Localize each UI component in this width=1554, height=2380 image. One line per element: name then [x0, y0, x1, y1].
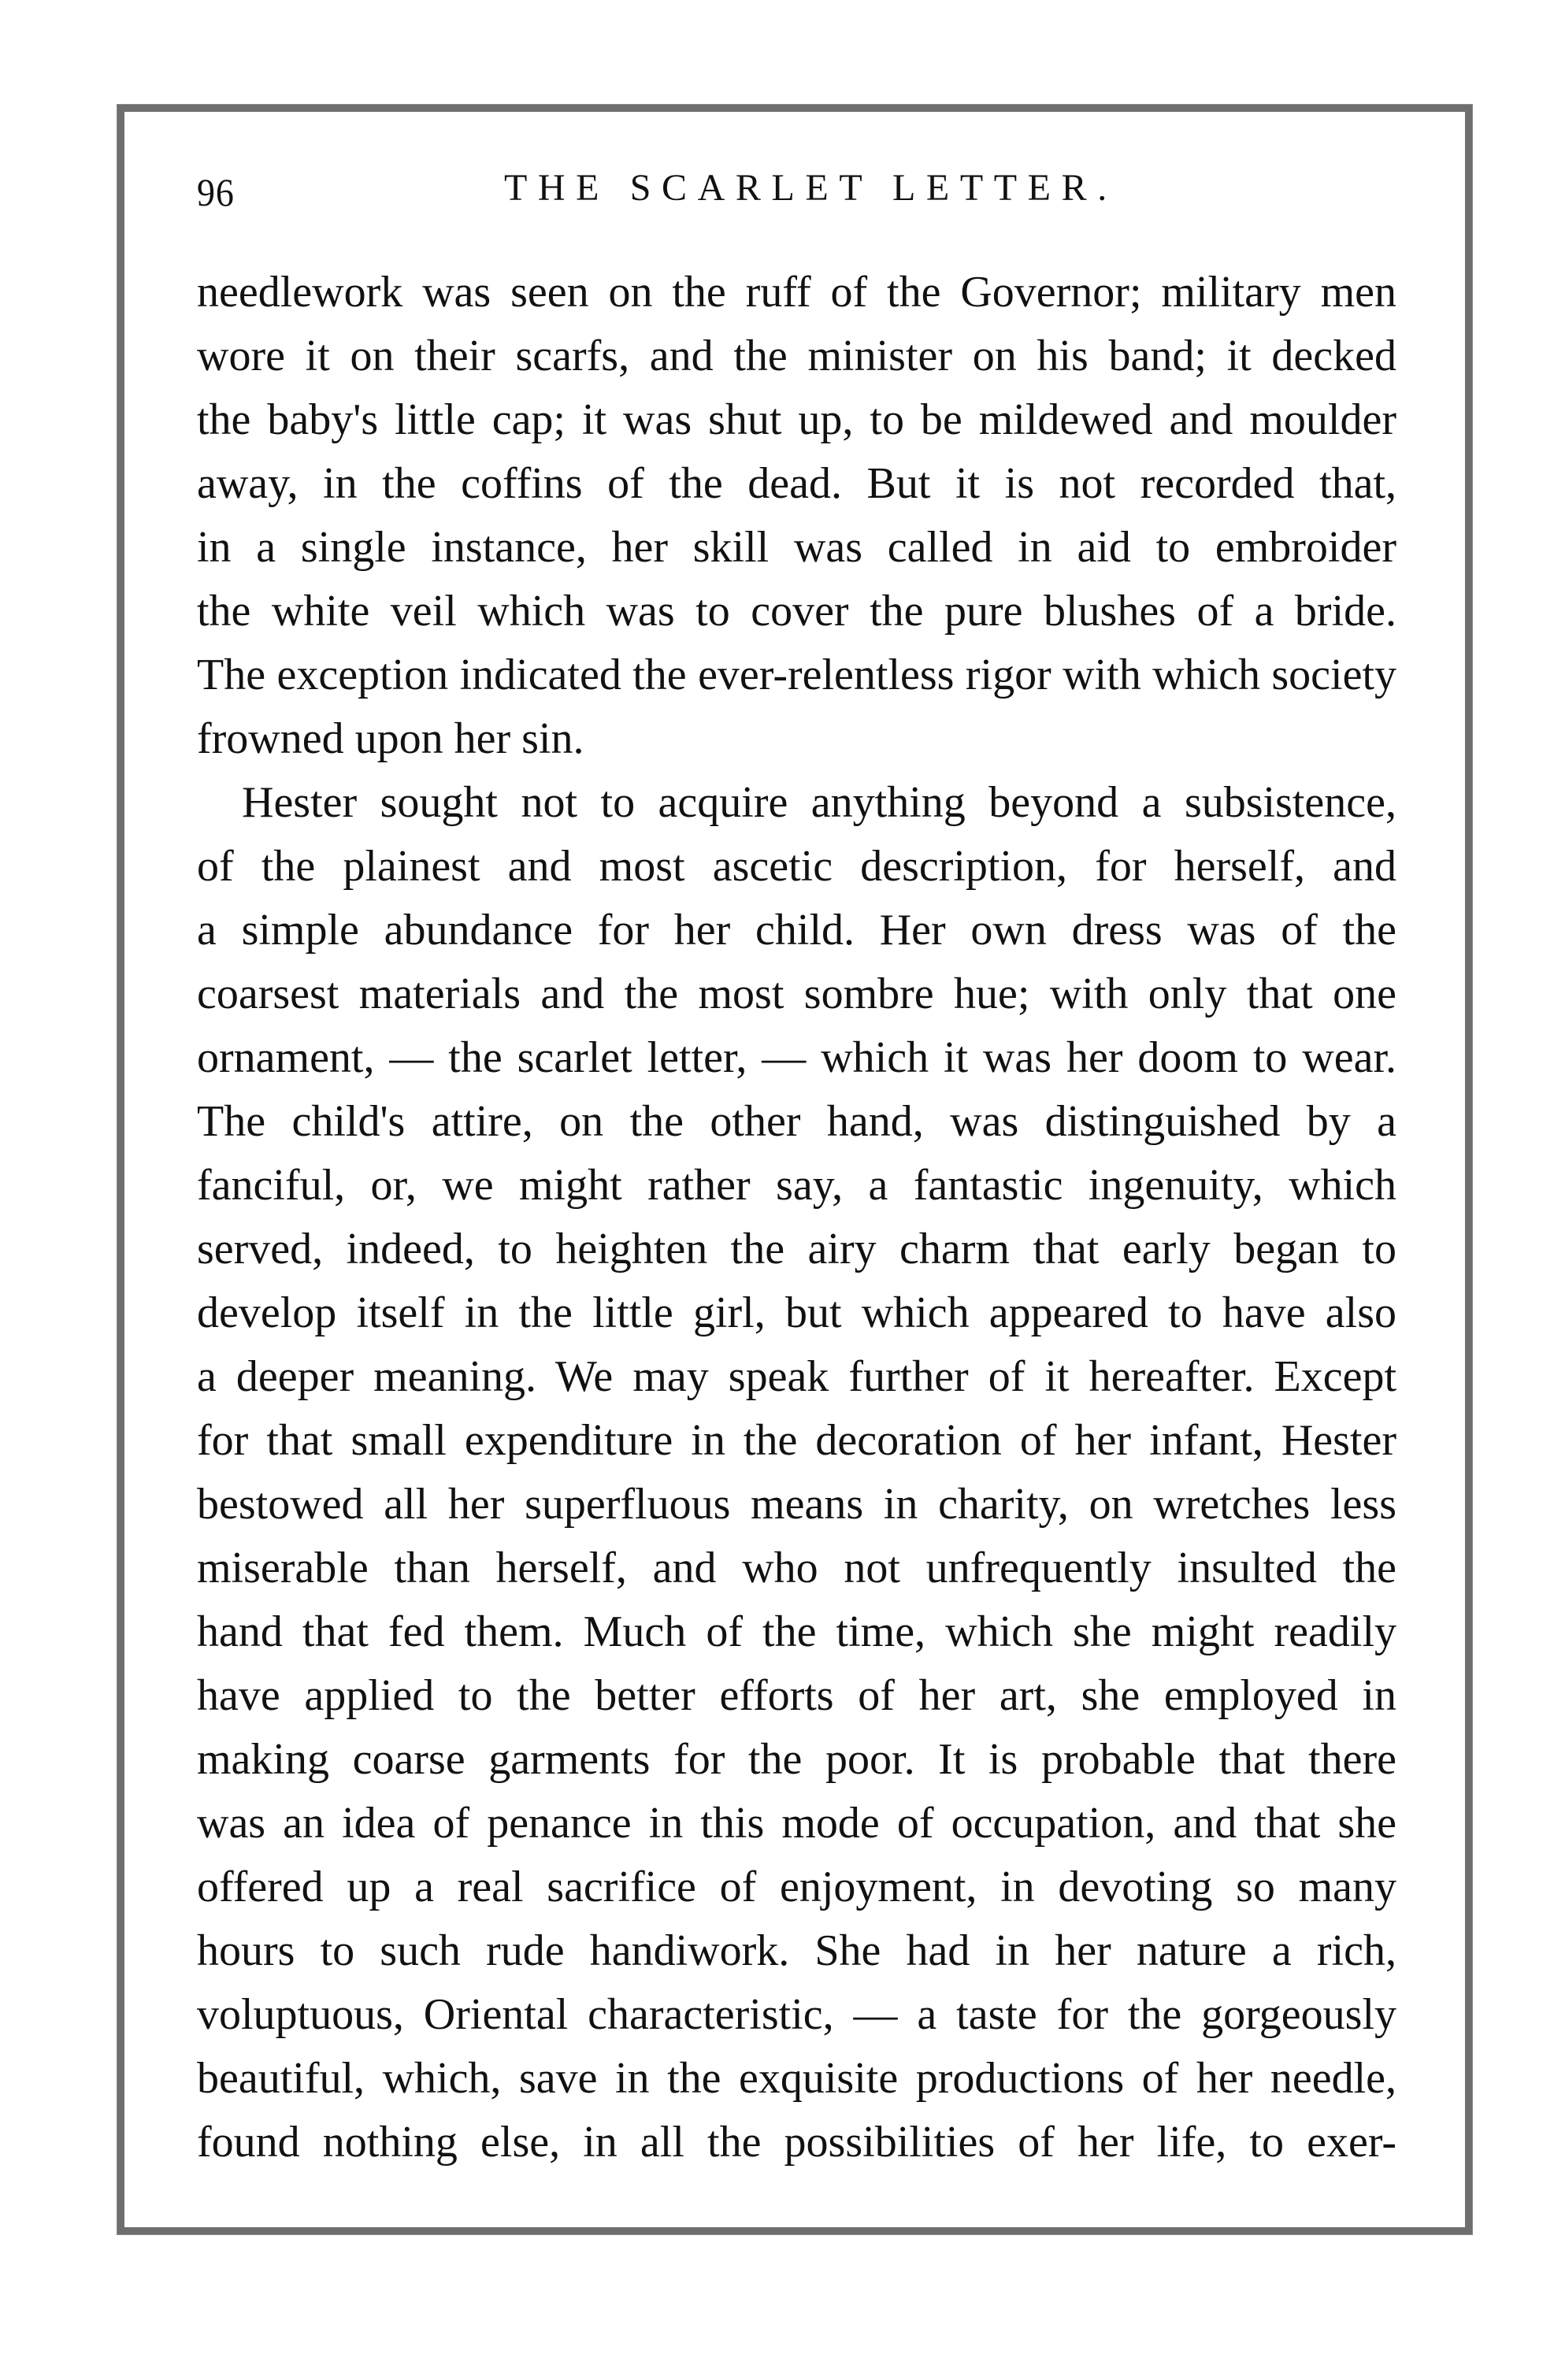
text-line: was an idea of penance in this mode of occupation, and that she — [197, 1799, 1396, 1848]
text-line: needlework was seen on the ruff of the Governor; military men — [197, 268, 1396, 317]
text-line: bestowed all her superfluous means in charity, on wretches less — [197, 1480, 1396, 1529]
text-line: the baby's little cap; it was shut up, to be mildewed and moulder — [197, 395, 1396, 444]
text-line: for that small expenditure in the decoration of her infant, Hester — [197, 1416, 1396, 1465]
text-line: a simple abundance for her child. Her own dress was of the — [197, 906, 1396, 955]
text-line: offered up a real sacrifice of enjoyment, in devoting so many — [197, 1863, 1396, 1911]
text-line: hand that fed them. Much of the time, which she might readily — [197, 1607, 1396, 1656]
text-line: ornament, — the scarlet letter, — which it was her doom to wear. — [197, 1033, 1396, 1082]
text-line: fanciful, or, we might rather say, a fantastic ingenuity, which — [197, 1161, 1396, 1210]
text-line: away, in the coffins of the dead. But it is not recorded that, — [197, 459, 1396, 508]
text-line: a deeper meaning. We may speak further of it hereafter. Except — [197, 1352, 1396, 1401]
text-line: in a single instance, her skill was called in aid to embroider — [197, 523, 1396, 572]
text-line: served, indeed, to heighten the airy charm that early began to — [197, 1225, 1396, 1273]
page-number: 96 — [197, 170, 235, 214]
page-title: THE SCARLET LETTER. — [504, 167, 1118, 209]
text-line: of the plainest and most ascetic description, for herself, and — [197, 842, 1396, 891]
text-line: wore it on their scarfs, and the minister on his band; it decked — [197, 332, 1396, 380]
text-line: coarsest materials and the most sombre hue; with only that one — [197, 969, 1396, 1018]
text-line: The exception indicated the ever-relentless rigor with which society — [197, 651, 1396, 699]
text-line: voluptuous, Oriental characteristic, — a taste for the gorgeously — [197, 1990, 1396, 2039]
text-line: making coarse garments for the poor. It is probable that there — [197, 1735, 1396, 1784]
text-line: found nothing else, in all the possibilities of her life, to exer- — [197, 2118, 1396, 2167]
text-line: The child's attire, on the other hand, was distinguished by a — [197, 1097, 1396, 1146]
paragraph-end-line: frowned upon her sin. — [197, 714, 584, 763]
text-line: the white veil which was to cover the pure blushes of a bride. — [197, 587, 1396, 636]
paragraph-start-line: Hester sought not to acquire anything beyond a subsistence, — [242, 778, 1396, 827]
text-line: have applied to the better efforts of her art, she employed in — [197, 1671, 1396, 1720]
text-line: develop itself in the little girl, but which appeared to have also — [197, 1288, 1396, 1337]
text-line: hours to such rude handiwork. She had in her nature a rich, — [197, 1926, 1396, 1975]
text-line: beautiful, which, save in the exquisite productions of her needle, — [197, 2054, 1396, 2103]
text-line: miserable than herself, and who not unfrequently insulted the — [197, 1544, 1396, 1592]
